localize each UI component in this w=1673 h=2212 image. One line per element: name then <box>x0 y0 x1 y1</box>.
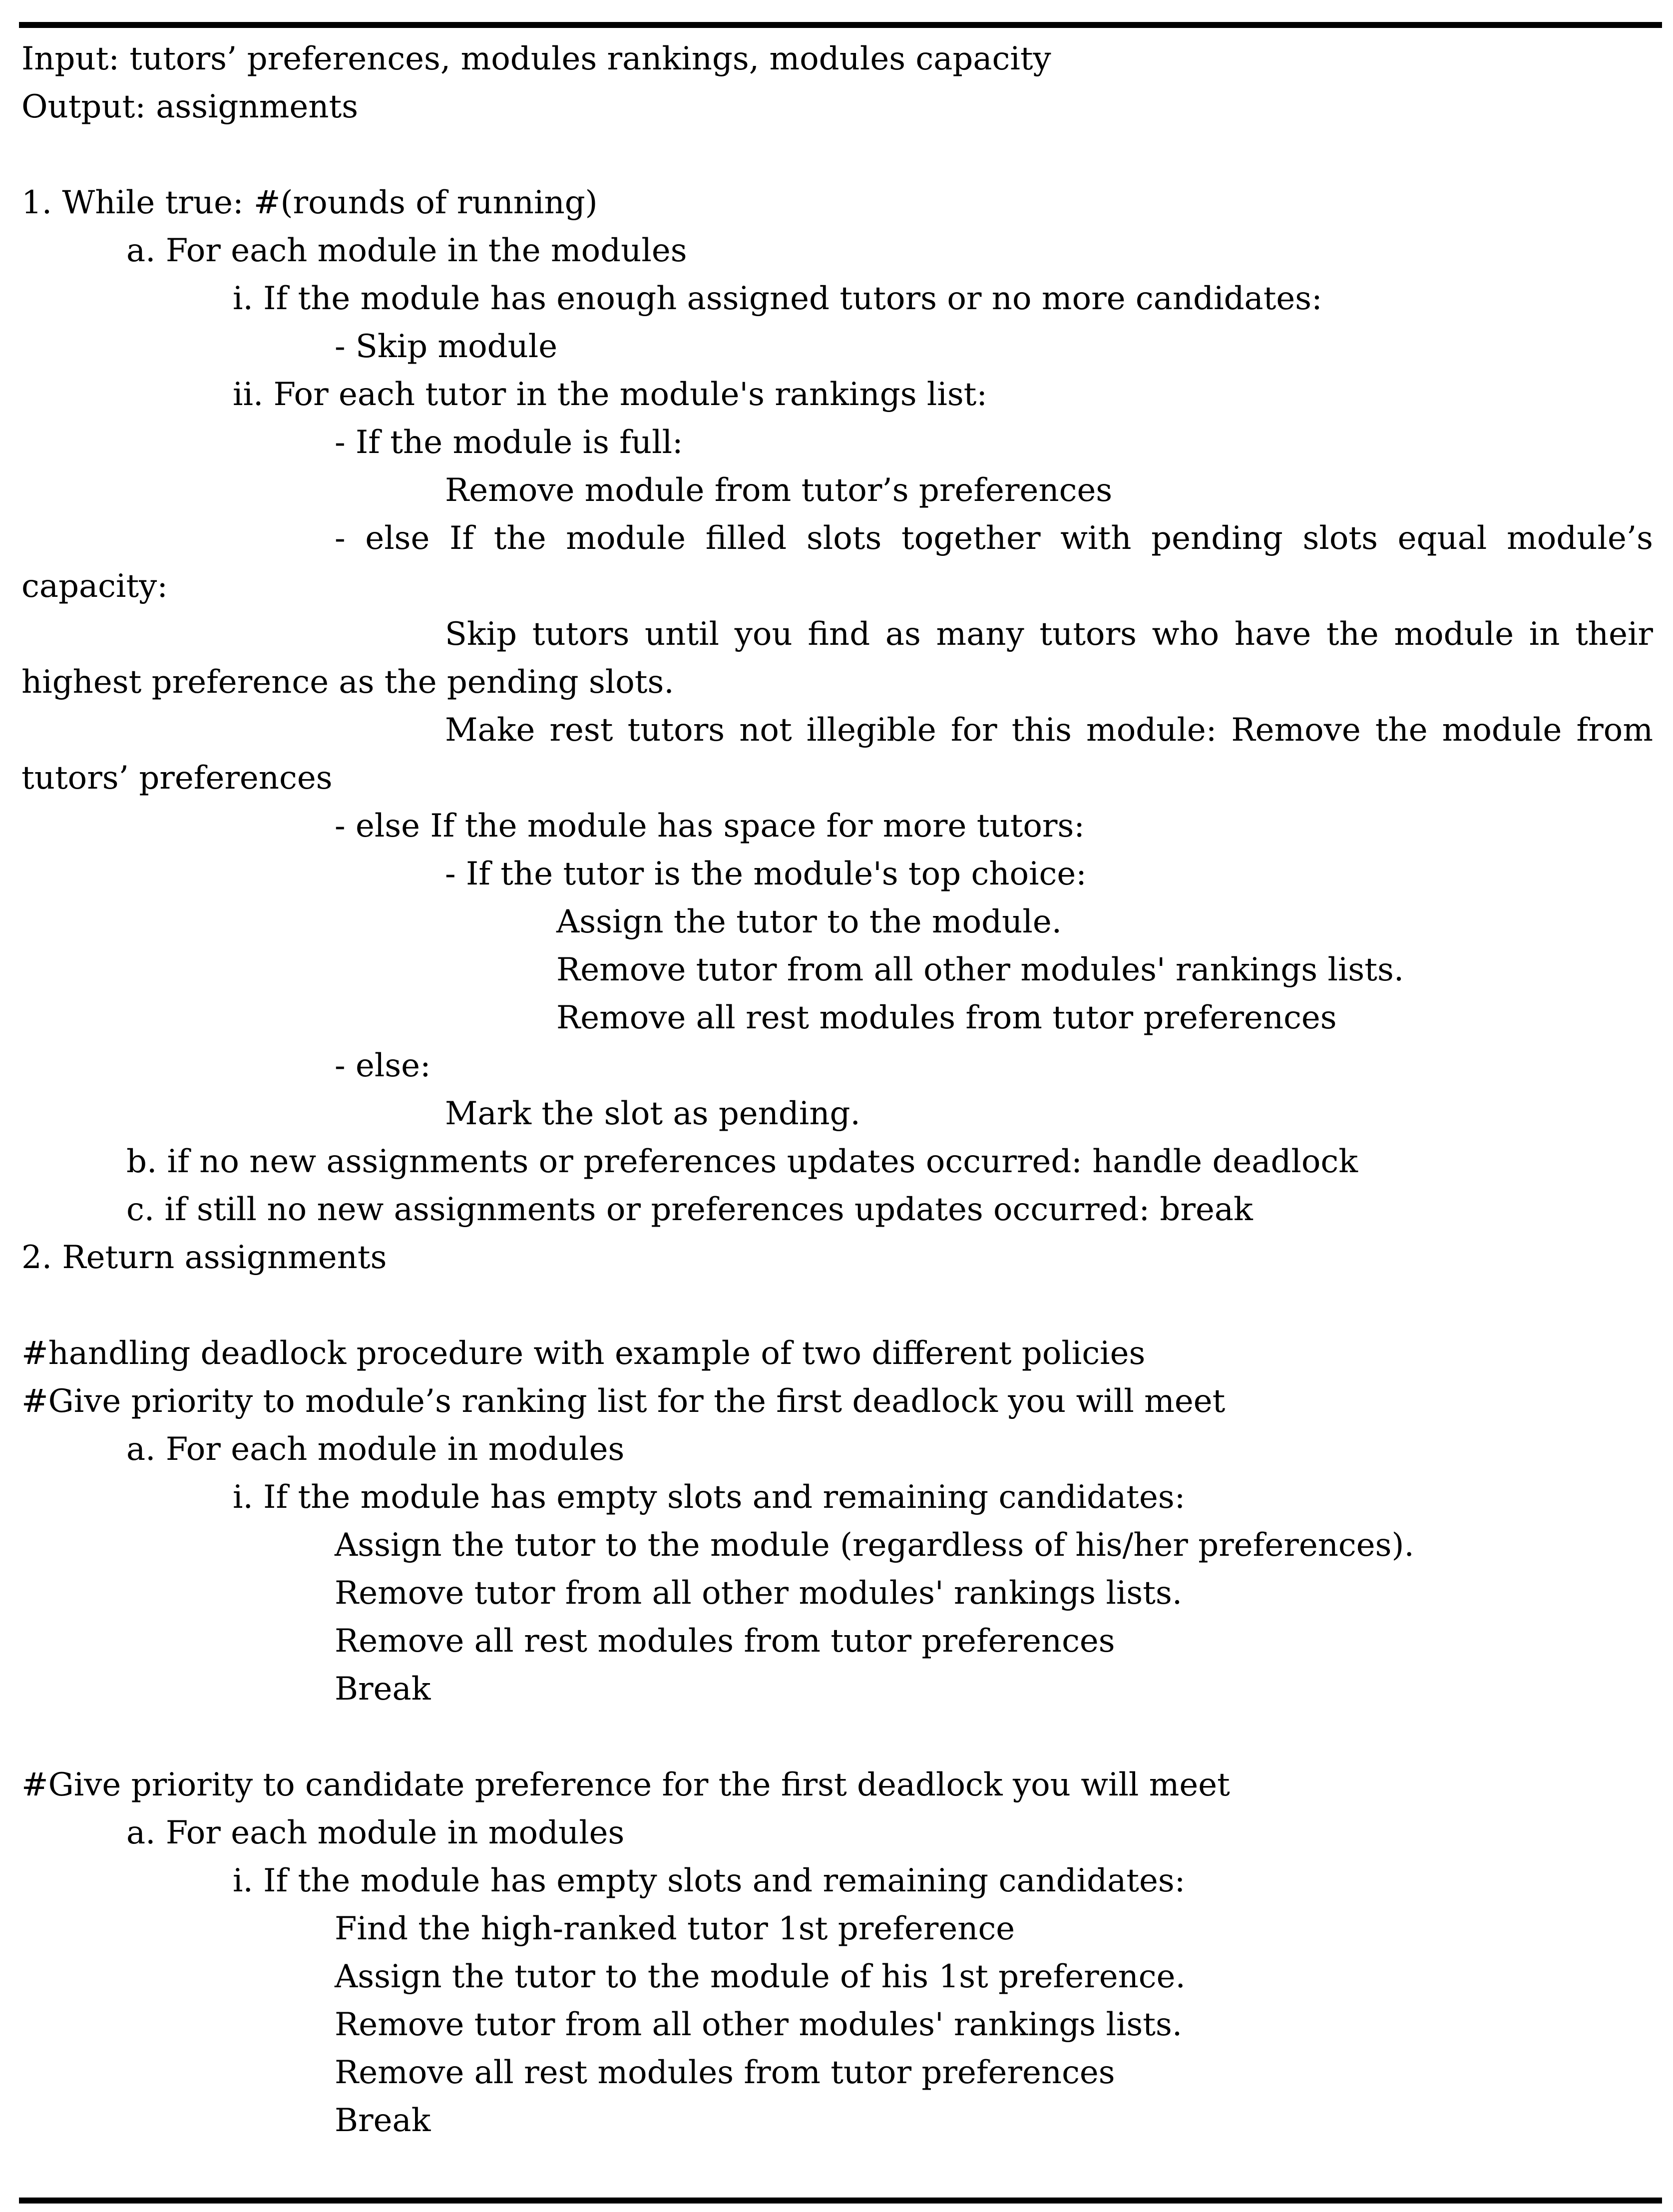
algo-line: b. if no new assignments or preferences updates occurred: handle deadlock <box>126 1143 1358 1180</box>
algo-line: Remove tutor from all other modules' rankings lists. <box>335 2006 1183 2043</box>
algo-line: - else If the module has space for more tutors: <box>335 808 1085 845</box>
algo-line: - Skip module <box>335 328 558 365</box>
algo-line-wrap: capacity: <box>21 568 168 605</box>
blank-line <box>21 1713 1653 1761</box>
algo-line: Remove tutor from all other modules' rankings lists. <box>556 951 1404 988</box>
algo-line-return: 2. Return assignments <box>21 1239 387 1276</box>
algo-line: Remove all rest modules from tutor preferences <box>335 1623 1115 1660</box>
algo-line-break: Break <box>335 1671 431 1708</box>
algo-line: Remove tutor from all other modules' rankings lists. <box>335 1575 1183 1612</box>
algo-line: Assign the tutor to the module (regardless of his/her preferences). <box>335 1527 1414 1564</box>
algo-comment: #handling deadlock procedure with example of two different policies <box>21 1335 1146 1372</box>
algo-line-input: Input: tutors’ preferences, modules rankings, modules capacity <box>21 40 1051 77</box>
algo-line: Remove module from tutor’s preferences <box>445 472 1113 509</box>
algo-line: - If the tutor is the module's top choice: <box>445 856 1087 892</box>
algo-line: - else: <box>335 1047 431 1084</box>
algo-line: c. if still no new assignments or preferences updates occurred: break <box>126 1191 1253 1228</box>
algo-line: i. If the module has empty slots and remaining candidates: <box>233 1479 1186 1516</box>
top-rule <box>19 22 1662 28</box>
algo-line-wrap: highest preference as the pending slots. <box>21 664 674 701</box>
bottom-rule <box>19 2198 1662 2204</box>
algo-line: Mark the slot as pending. <box>445 1095 860 1132</box>
algo-line-break: Break <box>335 2102 431 2139</box>
algo-line: - else If the module filled slots together with pending slots equal module’s <box>335 520 1653 557</box>
blank-line <box>21 1282 1653 1329</box>
algo-line-wrap: tutors’ preferences <box>21 760 333 797</box>
algorithm-pseudocode <box>21 35 1653 2145</box>
algo-line: a. For each module in the modules <box>126 232 687 269</box>
algo-line: Remove all rest modules from tutor preferences <box>556 999 1337 1036</box>
algo-comment: #Give priority to candidate preference for the first deadlock you will meet <box>21 1767 1230 1803</box>
algo-line: Make rest tutors not illegible for this module: Remove the module from <box>445 712 1653 749</box>
algo-line: i. If the module has enough assigned tutors or no more candidates: <box>233 280 1322 317</box>
algo-line: a. For each module in modules <box>126 1431 625 1468</box>
algo-line: Find the high-ranked tutor 1st preference <box>335 1910 1015 1947</box>
algo-line: i. If the module has empty slots and remaining candidates: <box>233 1862 1186 1899</box>
algo-comment: #Give priority to module’s ranking list for the first deadlock you will meet <box>21 1383 1226 1420</box>
algo-line: 1. While true: #(rounds of running) <box>21 184 598 221</box>
algo-line: Assign the tutor to the module of his 1st preference. <box>335 1958 1186 1995</box>
algo-line: a. For each module in modules <box>126 1814 625 1851</box>
algo-line: Skip tutors until you find as many tutors who have the module in their <box>445 616 1653 653</box>
algo-line: Remove all rest modules from tutor preferences <box>335 2054 1115 2091</box>
algo-line: - If the module is full: <box>335 424 683 461</box>
algo-line: Assign the tutor to the module. <box>556 903 1062 940</box>
algo-line: ii. For each tutor in the module's rankings list: <box>233 376 987 413</box>
blank-line <box>21 131 1653 179</box>
algo-line-output: Output: assignments <box>21 88 359 125</box>
